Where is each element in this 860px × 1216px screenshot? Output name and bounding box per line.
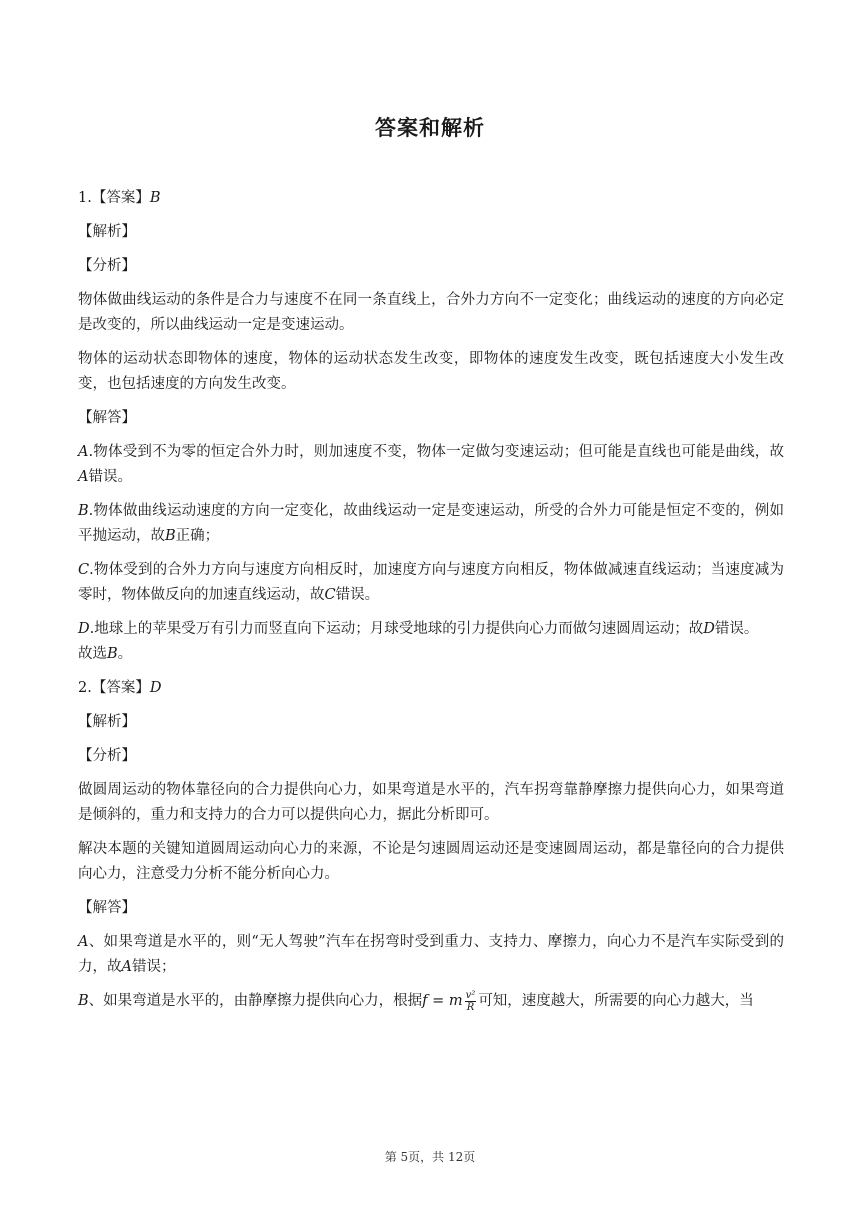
question-1 <box>78 186 784 667</box>
option-b <box>78 499 784 549</box>
page-footer: 第 5页，共 12页 <box>384 1150 476 1164</box>
option-tail: 正确； <box>175 528 220 544</box>
analysis-paragraph: 物体做曲线运动的条件是合力与速度不在同一条直线上，合外力方向不一定变化；曲线运动的速度的方向必定是改变的，所以曲线运动一定是变速运动。 <box>78 292 784 333</box>
jieda-heading: 【解答】 <box>78 410 136 426</box>
fraction-denominator: R <box>466 1001 475 1013</box>
option-tail: 错误。 <box>88 469 132 485</box>
option-text: 、如果弯道是水平的，则“无人驾驶”汽车在拐弯时受到重力、支持力、摩擦力，向心力不是汽车实际受到的力，故 <box>78 934 784 975</box>
option-text: .物体受到的合外力方向与速度方向相反时，加速度方向与速度方向相反，物体做减速直线运动；当速度减为零时，物体做反向的加速直线运动，故 <box>78 562 784 603</box>
option-label: D <box>78 621 90 637</box>
option-text: .物体受到不为零的恒定合外力时，则加速度不变，物体一定做匀变速运动；但可能是直线也可能是曲线，故 <box>88 444 784 460</box>
option-label: A <box>78 444 89 460</box>
option-letter: C <box>324 587 336 603</box>
fenxi-heading: 【分析】 <box>78 748 136 764</box>
option-label: C <box>78 562 90 578</box>
analysis-paragraph: 做圆周运动的物体靠径向的合力提供向心力，如果弯道是水平的，汽车拐弯靠静摩擦力提供向心力，如果弯道是倾斜的，重力和支持力的合力可以提供向心力，据此分析即可。 <box>78 782 784 823</box>
option-letter: D <box>703 621 715 637</box>
document-body <box>78 186 784 1023</box>
formula <box>422 989 478 1013</box>
page-title: 答案和解析 <box>375 116 485 140</box>
conclusion <box>78 642 784 667</box>
answer-heading: 2.【答案】 <box>78 680 150 696</box>
answer-line <box>78 186 784 211</box>
option-tail: 错误。 <box>335 587 380 603</box>
conclusion-letter: B <box>107 646 118 662</box>
option-a <box>78 440 784 490</box>
option-a <box>78 930 784 980</box>
option-d <box>78 617 784 642</box>
option-text: .地球上的苹果受万有引力而竖直向下运动；月球受地球的引力提供向心力而做匀速圆周运动；故 <box>89 621 704 637</box>
question-2 <box>78 676 784 1014</box>
conclusion-suffix: 。 <box>117 646 133 662</box>
option-letter: A <box>121 959 132 975</box>
answer-heading: 1.【答案】 <box>78 190 150 206</box>
answer-line <box>78 676 784 701</box>
fenxi-heading: 【分析】 <box>78 258 136 274</box>
conclusion-prefix: 故选 <box>78 646 107 662</box>
option-label: B <box>78 993 89 1009</box>
option-tail: 错误。 <box>714 621 759 637</box>
answer-letter: B <box>149 190 161 206</box>
jieda-heading: 【解答】 <box>78 900 136 916</box>
option-letter: A <box>78 469 89 485</box>
option-b-partial <box>78 989 784 1014</box>
option-text: 、如果弯道是水平的，由静摩擦力提供向心力，根据 <box>88 993 423 1009</box>
option-text: .物体做曲线运动速度的方向一定变化，故曲线运动一定是变速运动，所受的合外力可能是恒定不变的，例如平抛运动，故 <box>78 503 784 544</box>
option-tail: 错误； <box>131 959 176 975</box>
analysis-paragraph: 物体的运动状态即物体的速度，物体的运动状态发生改变，即物体的速度发生改变，既包括速度大小发生改变，也包括速度的方向发生改变。 <box>78 351 784 392</box>
option-text-after: 可知，速度越大，所需要的向心力越大，当 <box>478 993 754 1009</box>
option-label: A <box>78 934 89 950</box>
option-c <box>78 558 784 608</box>
fraction <box>465 990 477 1013</box>
answer-letter: D <box>149 680 162 696</box>
analysis-paragraph: 解决本题的关键知道圆周运动向心力的来源，不论是匀速圆周运动还是变速圆周运动，都是靠径向的合力提供向心力，注意受力分析不能分析向心力。 <box>78 841 784 882</box>
jiexi-heading: 【解析】 <box>78 714 136 730</box>
formula-lhs: f = m <box>422 993 463 1009</box>
fraction-numerator: v² <box>465 989 476 1001</box>
option-label: B <box>78 503 89 519</box>
jiexi-heading: 【解析】 <box>78 224 136 240</box>
option-letter: B <box>165 528 176 544</box>
